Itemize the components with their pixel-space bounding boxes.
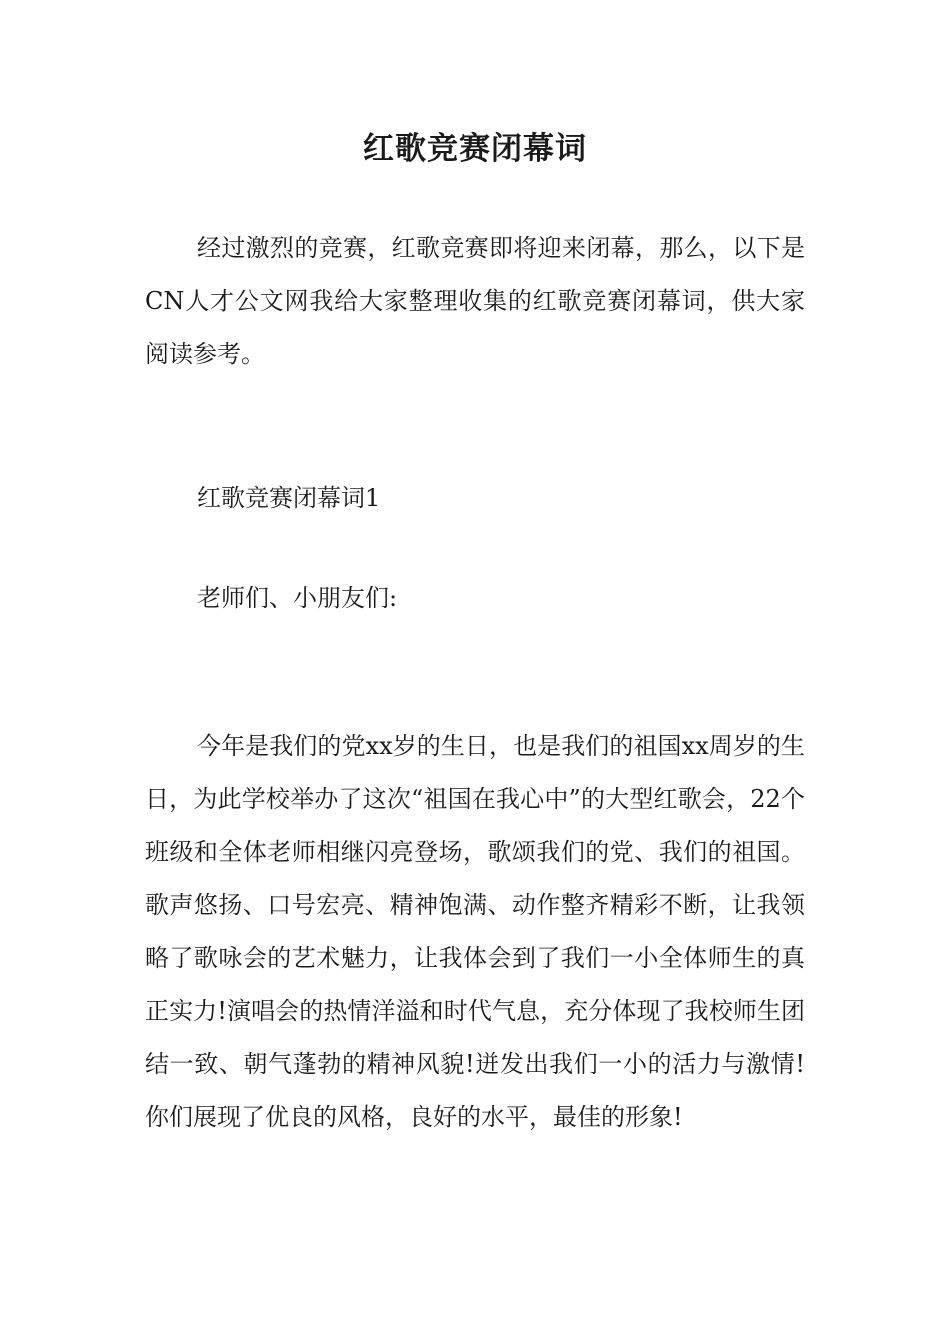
intro-paragraph: 经过激烈的竞赛，红歌竞赛即将迎来闭幕，那么，以下是CN人才公文网我给大家整理收集的红歌竞赛闭幕词，供大家阅读参考。 xyxy=(145,234,805,368)
document-title: 红歌竞赛闭幕词 xyxy=(363,131,587,167)
greeting-line: 老师们、小朋友们: xyxy=(197,584,398,612)
body-paragraph: 今年是我们的党xx岁的生日，也是我们的祖国xx周岁的生日，为此学校举办了这次“祖国在我心中”的大型红歌会，22个班级和全体老师相继闪亮登场，歌颂我们的党、我们的祖国。歌声悠扬、口号宏亮、精神饱满、动作整齐精彩不断，让我领略了歌咏会的艺术魅力，让我体会到了我们一小全体师生的真正实力!演唱会的热情洋溢和时代气息，充分体现了我校师生团结一致、朝气蓬勃的精神风貌!迸发出我们一小的活力与激情!你们展现了优良的风格，良好的水平，最佳的形象! xyxy=(145,732,805,1131)
section-heading: 红歌竞赛闭幕词1 xyxy=(197,484,381,512)
